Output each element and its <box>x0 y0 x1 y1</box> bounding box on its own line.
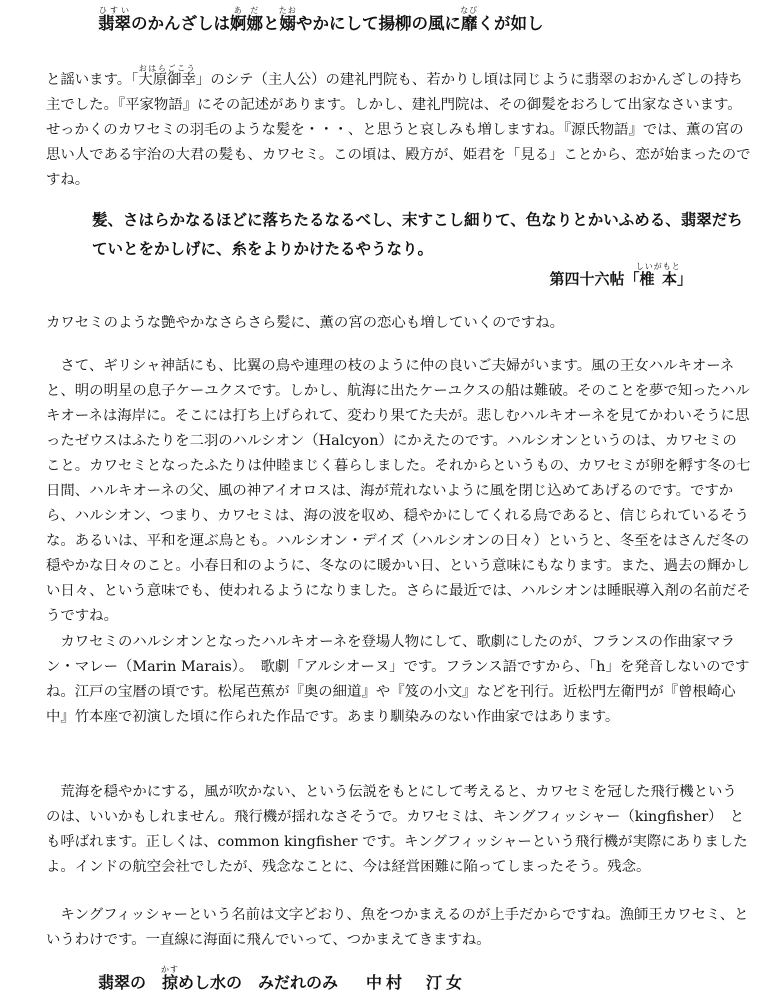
paragraph-greek-myth: さて、ギリシャ神話にも、比翼の鳥や連理の枝のように仲の良いご夫婦がいます。風の王女ハルキオーネと、明の明星の息子ケーユクスです。しかし、航海に出たケーユクスの船は難破。そのことを夢で知ったハルキオーネは海岸に。そこには打ち上げられて、変わり果てた夫が。悲しむハルキオーネを見てかわいそうに思ったゼウスはふたりを二羽のハルシオン（Halcyon）にかえたのです。ハルシオンというのは、カワセミのこと。カワセミとなったふたりは仲睦まじく暮らしました。それからというもの、カワセミが卵を孵す冬の七日間、ハルキオーネの父、風の神アイオロスは、海が荒れないように風を閉じ込めてあげるのです。ですから、ハルシオン、つまり、カワセミは、海の波を収め、穏やかにしてくれる鳥であると、信じられているそうな。あるいは、平和を運ぶ鳥とも。ハルシオン・デイズ（ハルシオンの日々）というと、冬至をはさんだ冬の穏やかな日々のこと。小春日和のように、冬なのに暖かい日、という意味にもなります。また、過去の輝かしい日々、という意味でも、使われるようになりました。さらに最近では、ハルシオンは睡眠導入剤の名前だそうですね。 <box>46 358 751 624</box>
paragraph-kenreimonin: と謡います。「大原御幸おはらごこう」のシテ（主人公）の建礼門院も、若かりし頃は同じように翡翠のおかんざしの持ち主でした。『平家物語』にその記述があります。しかし、建礼門院は、その御髪をおろして出家なさいます。せっかくのカワセミの羽毛のような髪を・・・、と思うと哀しみも増しますね。『源氏物語』では、薫の宮の思い人である宇治の大君の髪も、カワセミ。この頃は、殿方が、姫君を「見る」ことから、恋が始まったのですね。 <box>46 64 751 188</box>
ruby-ada: 婀娜あだ <box>230 6 263 33</box>
ruby-tao: 嫋たお <box>278 6 297 33</box>
paragraph-fisher-king: キングフィッシャーという名前は文字どおり、魚をつかまえるのが上手だからですね。漁師王カワセミ、というわけです。一直線に海面に飛んでいって、つかまえてきますね。 <box>46 907 749 948</box>
ruby-shiigamoto: 椎本しいがもと <box>635 262 681 288</box>
ruby-hisui: 翡翠ひすい <box>98 6 131 33</box>
paragraph-kingfisher-airline: 荒海を穏やかにする，風が吹かない、という伝説をもとにして考えると、カワセミを冠した飛行機というのは、いいかもしれません。飛行機が揺れなさそうで。カワセミは、キングフィッシャー（kingfisher） とも呼ばれます。正しくは、common kingfisher です。キングフィッシャーという飛行機が実際にありましたよ。インドの航空会社でしたが、残念なことに、今は経営困難に陥ってしまったそう。残念。 <box>46 784 748 875</box>
genji-quote: 髪、さはらかなるほどに落ちたるなるべし、末すこし細りて、色なりとかいふめる、翡翠だちていとをかしげに、糸をよりかけたるやうなり。 <box>92 210 743 258</box>
ruby-oharagokou: 大原御幸おはらごこう <box>138 64 196 88</box>
opening-noh-quote: 翡翠ひすいのかんざしは婀娜あだと嫋たおやかにして揚柳の風に靡なびくが如し <box>98 6 544 33</box>
ruby-nabi: 靡なび <box>460 6 479 33</box>
closing-haiku: 翡翠の 掠かすめし水の みだれのみ 中村 汀女 <box>98 965 467 992</box>
paragraph-kaoru: カワセミのような艶やかなさらさら髪に、薫の宮の恋心も増していくのですね。 <box>46 315 565 331</box>
ruby-kasu: 掠かす <box>161 965 180 992</box>
paragraph-opera: カワセミのハルシオンとなったハルキオーネを登場人物にして、歌劇にしたのが、フランスの作曲家マラン・マレー（Marin Marais）。 歌劇「アルシオーヌ」です。フランス語ですから、「h」を発音しないのですね。江戸の宝暦の頃です。松尾芭蕉が『奥の細道』や『笈の小文』などを刊行。近松門左衛門が『曾根崎心中』竹本座で初演した頃に作られた作品です。あまり馴染みのない作曲家ではあります。 <box>46 634 750 725</box>
haiku-author: 中村 汀女 <box>366 973 467 992</box>
genji-quote-source: 第四十六帖「椎本しいがもと」 <box>549 262 692 288</box>
